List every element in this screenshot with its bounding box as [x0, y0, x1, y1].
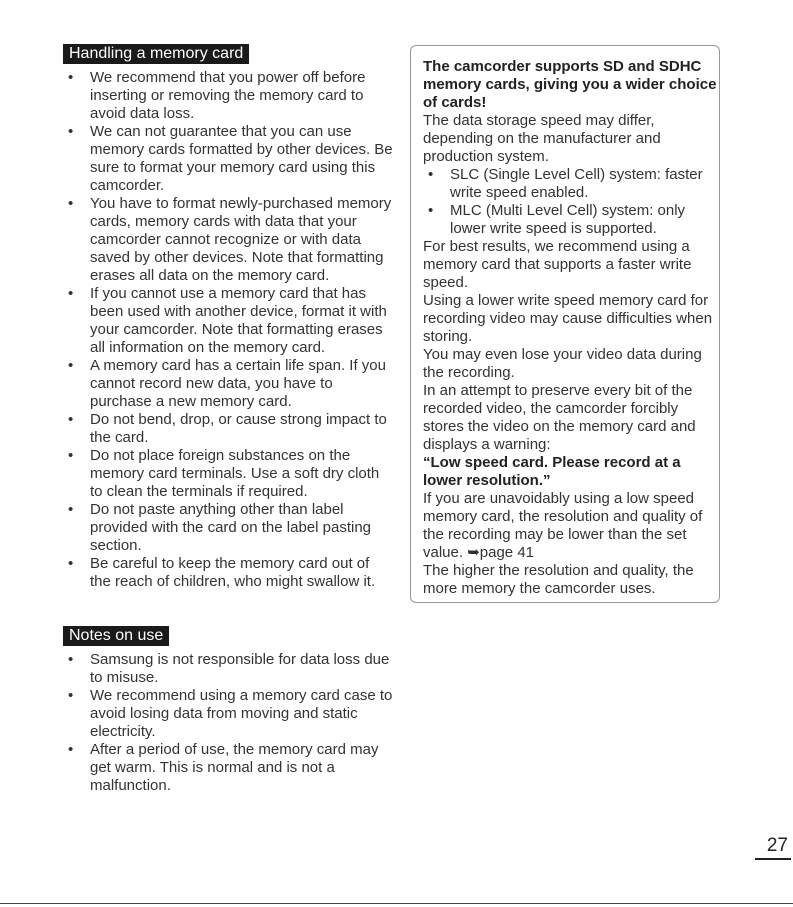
notes-heading: Notes on use — [63, 626, 169, 646]
notes-list — [63, 651, 393, 795]
info-box-paragraph: Using a lower write speed memory card for recording video may cause difficulties when storing. — [423, 292, 713, 345]
handling-list — [63, 69, 393, 591]
list-item: • Be careful to keep the memory card out of the reach of children, who might swallow it. — [63, 555, 393, 591]
page-ref-link[interactable]: page 41 — [479, 544, 535, 561]
list-item: • We recommend using a memory card case to avoid losing data from moving and static electricity. — [63, 687, 393, 741]
page-number-underline — [755, 858, 791, 860]
info-box-paragraph: You may even lose your video data during the recording. — [423, 346, 702, 381]
info-box-paragraph: In an attempt to preserve every bit of the recorded video, the camcorder forcibly stores the video on the memory card and displays a warning: — [423, 382, 696, 453]
list-item: • You have to format newly-purchased memory cards, memory cards with data that your camcorder cannot recognize or with data saved by other devices. Note that formatting erases all data on the memory card. — [63, 195, 393, 285]
info-box-paragraph: For best results, we recommend using a memory card that supports a faster write speed. — [423, 238, 692, 291]
list-item: • Do not place foreign substances on the memory card terminals. Use a soft dry cloth to clean the terminals if required. — [63, 447, 393, 501]
info-box — [410, 45, 720, 603]
list-item: • MLC (Multi Level Cell) system: only lower write speed is supported. — [423, 202, 719, 238]
list-item: • We recommend that you power off before inserting or removing the memory card to avoid data loss. — [63, 69, 393, 123]
page-number: 27 — [766, 835, 788, 856]
info-box-bullets — [423, 166, 719, 238]
handling-heading: Handling a memory card — [63, 44, 249, 64]
footer-rule — [0, 903, 793, 904]
info-box-heading: The camcorder supports SD and SDHC memory cards, giving you a wider choice of cards! — [423, 58, 717, 111]
list-item: • A memory card has a certain life span. If you cannot record new data, you have to purchase a new memory card. — [63, 357, 393, 411]
list-item: • After a period of use, the memory card may get warm. This is normal and is not a malfunction. — [63, 741, 393, 795]
page-ref-arrow-icon: ➥ — [467, 544, 480, 561]
info-box-intro: The data storage speed may differ, depending on the manufacturer and production system. — [423, 112, 661, 165]
list-item: • We can not guarantee that you can use memory cards formatted by other devices. Be sure to format your memory card using this camcorder. — [63, 123, 393, 195]
info-box-paragraph — [423, 490, 719, 562]
list-item: • Do not paste anything other than label provided with the card on the label pasting section. — [63, 501, 393, 555]
warning-message: “Low speed card. Please record at a lower resolution.” — [423, 454, 681, 489]
list-item: • Do not bend, drop, or cause strong impact to the card. — [63, 411, 393, 447]
info-box-paragraph: The higher the resolution and quality, the more memory the camcorder uses. — [423, 562, 694, 597]
list-item: • SLC (Single Level Cell) system: faster write speed enabled. — [423, 166, 719, 202]
list-item: • Samsung is not responsible for data loss due to misuse. — [63, 651, 393, 687]
list-item: • If you cannot use a memory card that has been used with another device, format it with your camcorder. Note that formatting erases all information on the memory card. — [63, 285, 393, 357]
info-box-paragraph-text: If you are unavoidably using a low speed memory card, the resolution and quality of the recording may be lower than the set value. — [423, 490, 703, 561]
